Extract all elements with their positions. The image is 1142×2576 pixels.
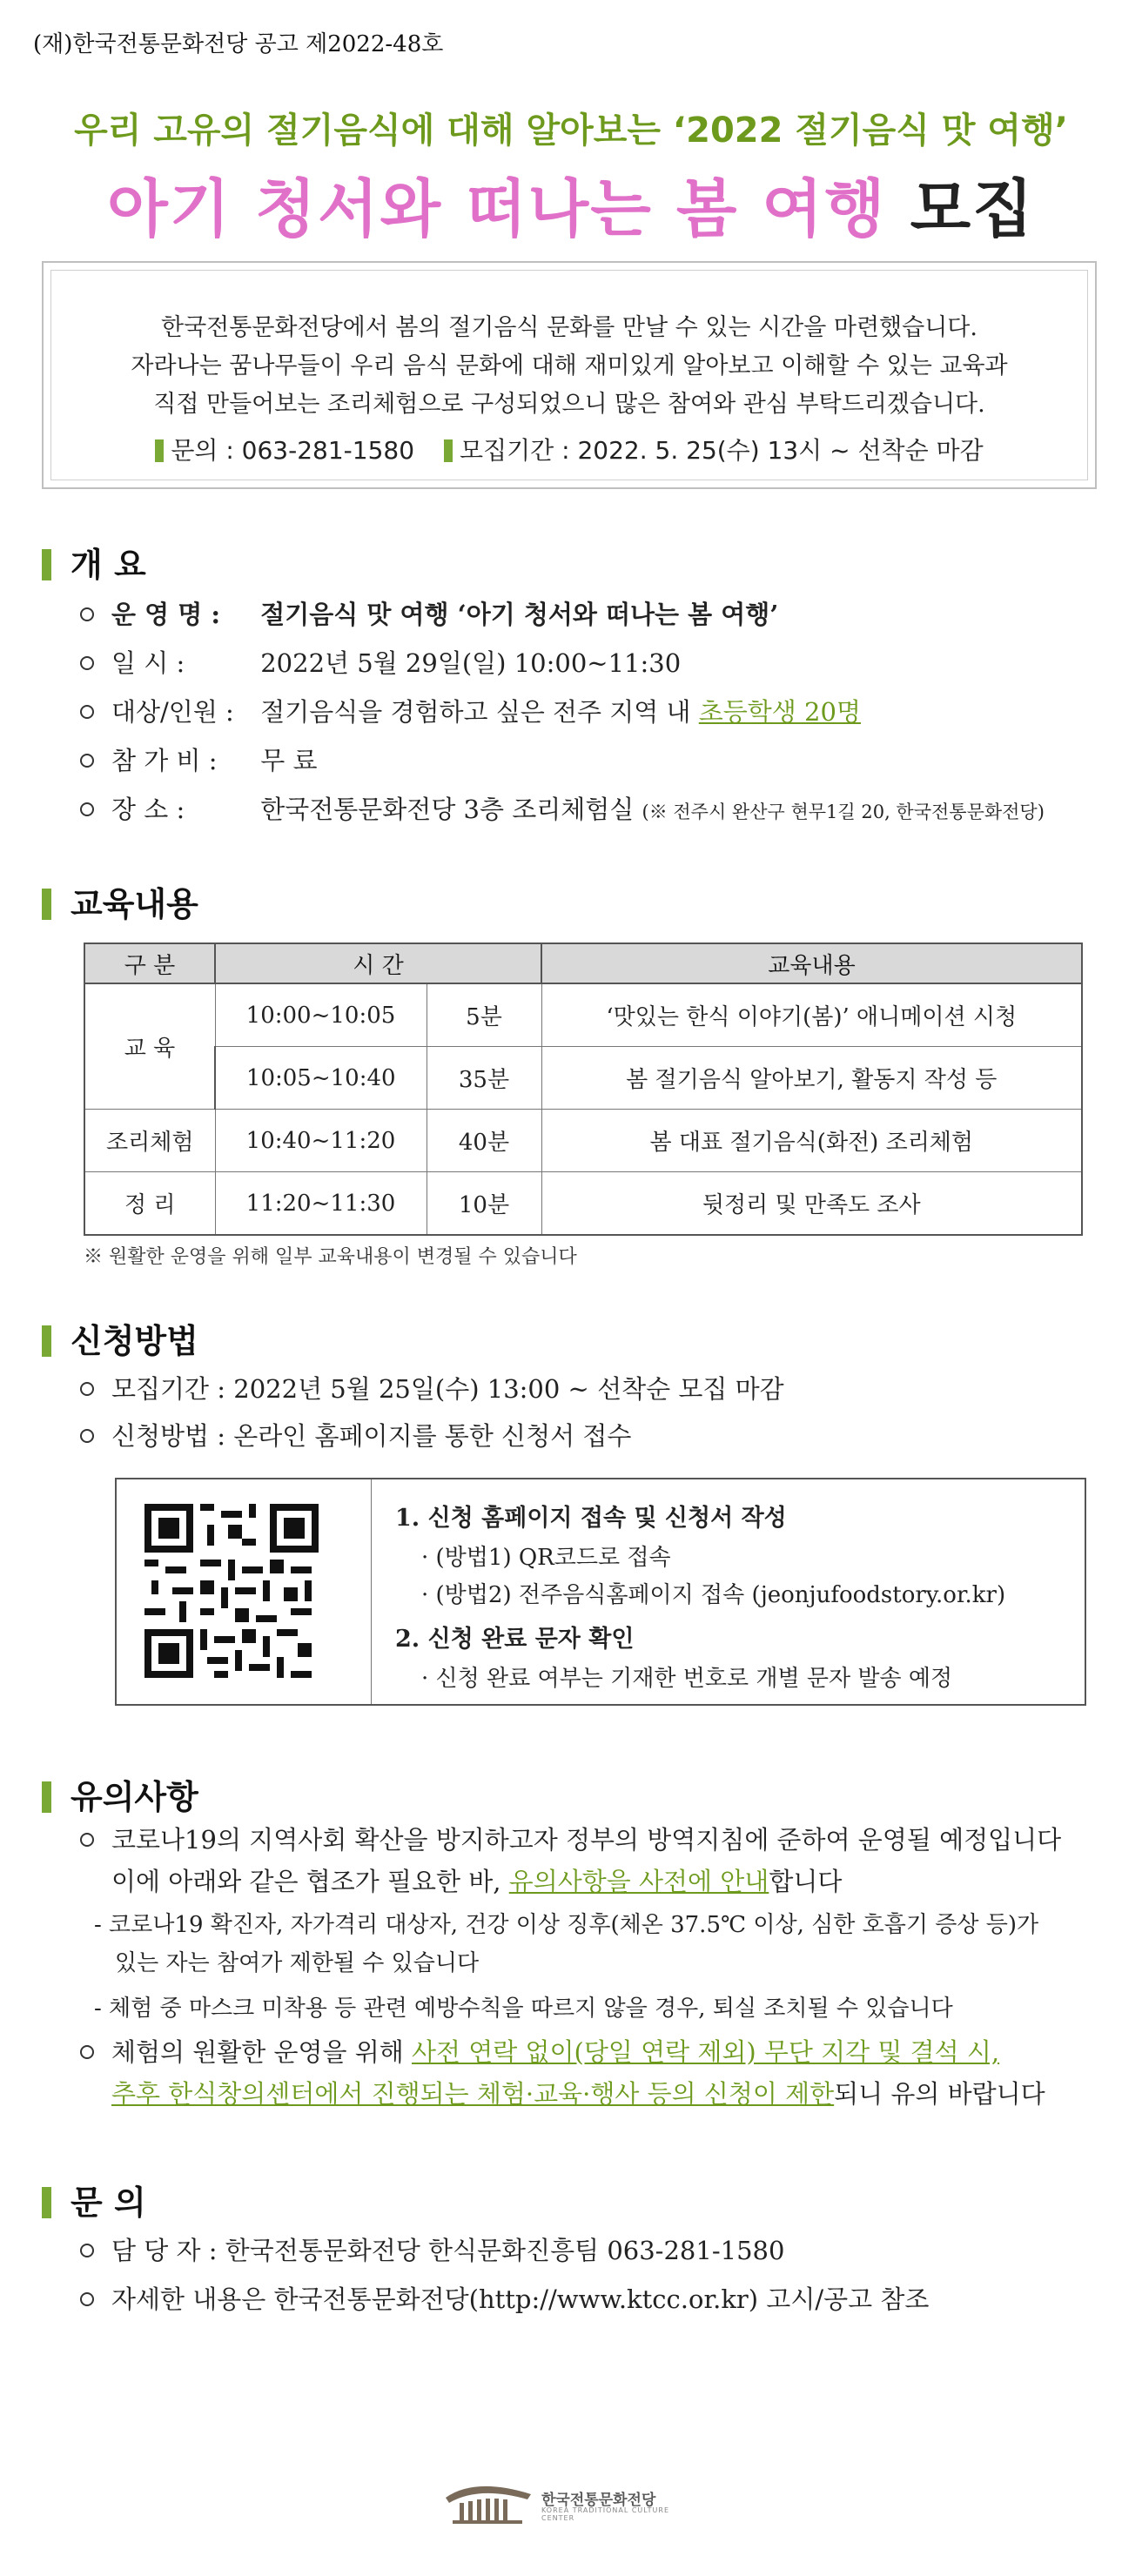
section-bar-icon	[42, 549, 51, 580]
caution-text: 합니다	[769, 1867, 843, 1896]
caution-text: 이에 아래와 같은 협조가 필요한 바,	[111, 1867, 509, 1896]
item-value: 절기음식 맛 여행 ‘아기 청서와 떠나는 봄 여행’	[260, 600, 779, 629]
section-title-text: 유의사항	[71, 1778, 198, 1816]
caution-dash-item	[94, 1906, 1112, 1982]
circle-bullet-icon	[80, 1833, 94, 1847]
section-title-text: 신청방법	[71, 1322, 198, 1360]
caution-paragraph	[80, 1819, 1107, 1902]
section-title-education	[42, 877, 198, 925]
overview-item	[80, 595, 778, 631]
item-label: 참 가 비 :	[111, 746, 218, 775]
circle-bullet-icon	[80, 2292, 94, 2306]
circle-bullet-icon	[80, 1382, 94, 1396]
ktcc-logo-icon	[440, 2472, 536, 2527]
circle-bullet-icon	[80, 1429, 94, 1443]
table-cell-duration: 10분	[427, 1172, 541, 1236]
logo-subtext: KOREA TRADITIONAL CULTURE CENTER	[541, 2506, 669, 2522]
circle-bullet-icon	[80, 754, 94, 768]
application-item	[80, 1417, 631, 1452]
item-label: 일 시 :	[111, 648, 185, 678]
table-cell-duration: 35분	[427, 1047, 541, 1110]
green-bullet-icon	[155, 439, 164, 462]
footer-logo	[440, 2472, 702, 2527]
section-title-text: 교육내용	[71, 885, 198, 923]
table-row	[84, 1047, 1082, 1110]
caution-text: 체험의 원활한 운영을 위해	[111, 2037, 413, 2067]
table-cell-category: 정 리	[84, 1172, 215, 1236]
section-title-inquiry	[42, 2176, 146, 2224]
recruit-period: 모집기간 : 2022. 5. 25(수) 13시 ~ 선착순 마감	[460, 436, 984, 465]
table-cell-category: 조리체험	[84, 1110, 215, 1172]
step-item: · (방법2) 전주음식홈페이지 접속 (jeonjufoodstory.or.kr)	[421, 1582, 1006, 1608]
caution-highlight: 유의사항을 사전에 안내	[508, 1867, 769, 1896]
overview-item	[80, 790, 1045, 826]
circle-bullet-icon	[80, 705, 94, 719]
overview-item	[80, 644, 681, 680]
item-value: 무 료	[260, 746, 318, 775]
step-title: 1. 신청 홈페이지 접속 및 신청서 작성	[395, 1505, 787, 1532]
contact-phone: 문의 : 063-281-1580	[171, 436, 415, 465]
item-text: 담 당 자 : 한국전통문화전당 한식문화진흥팀 063-281-1580	[111, 2236, 785, 2265]
caution-text: 되니 유의 바랍니다	[834, 2079, 1045, 2109]
overview-item	[80, 693, 861, 728]
caution-dash-item: - 체험 중 마스크 미착용 등 관련 예방수칙을 따르지 않을 경우, 퇴실 조치될 수 있습니다	[94, 1996, 953, 2022]
table-cell-time: 10:05~10:40	[215, 1047, 427, 1110]
table-cell-content: 뒷정리 및 만족도 조사	[541, 1172, 1082, 1236]
item-text: 신청방법 : 온라인 홈페이지를 통한 신청서 접수	[111, 1421, 632, 1451]
circle-bullet-icon	[80, 2045, 94, 2059]
intro-line: 직접 만들어보는 조리체험으로 구성되었으니 많은 참여와 관심 부탁드리겠습니다.	[153, 391, 985, 418]
circle-bullet-icon	[80, 802, 94, 816]
item-text: 모집기간 : 2022년 5월 25일(수) 13:00 ~ 선착순 모집 마감	[111, 1374, 784, 1404]
section-bar-icon	[42, 1325, 51, 1357]
headline-title-colored: 아기 청서와 떠나는 봄 여행	[107, 172, 887, 245]
caution-text: 코로나19의 지역사회 확산을 방지하고자 정부의 방역지침에 준하여 운영될 예정입니다	[111, 1825, 1062, 1855]
table-cell-time: 10:40~11:20	[215, 1110, 427, 1172]
caution-highlight: 사전 연락 없이(당일 연락 제외) 무단 지각 및 결석 시,	[412, 2037, 1000, 2067]
table-note: ※ 원활한 운영을 위해 일부 교육내용이 변경될 수 있습니다	[84, 1246, 577, 1268]
item-value: 2022년 5월 29일(일) 10:00~11:30	[260, 648, 682, 678]
table-header: 구 분	[84, 943, 215, 983]
caution-text: 있는 자는 참여가 제한될 수 있습니다	[115, 1950, 480, 1976]
caution-highlight: 추후 한식창의센터에서 진행되는 체험·교육·행사 등의 신청이 제한	[111, 2079, 835, 2109]
section-title-cautions	[42, 1770, 198, 1818]
table-header: 교육내용	[541, 943, 1082, 983]
target-highlight: 초등학생 20명	[698, 697, 861, 727]
headline-subtitle: 우리 고유의 절기음식에 대해 알아보는 ‘2022 절기음식 맛 여행’	[74, 111, 1068, 151]
qr-cell	[117, 1479, 372, 1704]
circle-bullet-icon	[80, 607, 94, 621]
section-title-text: 개 요	[71, 546, 146, 584]
intro-contact-row	[44, 432, 1095, 466]
table-cell-duration: 5분	[427, 983, 541, 1047]
item-text: 자세한 내용은 한국전통문화전당(http://www.ktcc.or.kr) 고시/공고 참조	[111, 2284, 930, 2314]
education-table	[84, 943, 1083, 1236]
table-cell-content: 봄 절기음식 알아보기, 활동지 작성 등	[541, 1047, 1082, 1110]
section-title-text: 문 의	[71, 2184, 146, 2222]
table-row	[84, 1110, 1082, 1172]
intro-line: 자라나는 꿈나무들이 우리 음식 문화에 대해 재미있게 알아보고 이해할 수 있는 교육과	[131, 352, 1008, 379]
step-item: · (방법1) QR코드로 접속	[421, 1545, 671, 1571]
green-bullet-icon	[444, 439, 453, 462]
item-value: 한국전통문화전당 3층 조리체험실	[260, 795, 642, 824]
application-steps	[395, 1499, 1005, 1698]
inquiry-item	[80, 2231, 784, 2267]
table-cell-duration: 40분	[427, 1110, 541, 1172]
section-bar-icon	[42, 889, 51, 920]
intro-line: 한국전통문화전당에서 봄의 절기음식 문화를 만날 수 있는 시간을 마련했습니다.	[161, 314, 977, 341]
qr-code-icon[interactable]	[144, 1504, 319, 1678]
item-label: 장 소 :	[111, 795, 185, 824]
notice-number: (재)한국전통문화전당 공고 제2022-48호	[33, 31, 444, 57]
circle-bullet-icon	[80, 2244, 94, 2257]
table-row	[84, 1172, 1082, 1236]
headline-title-dark: 모집	[910, 172, 1035, 245]
table-cell-time: 11:20~11:30	[215, 1172, 427, 1236]
circle-bullet-icon	[80, 656, 94, 670]
intro-box	[42, 261, 1097, 489]
table-cell-time: 10:00~10:05	[215, 983, 427, 1047]
section-bar-icon	[42, 1781, 51, 1813]
inquiry-item	[80, 2280, 929, 2316]
step-item: · 신청 완료 여부는 기재한 번호로 개별 문자 발송 예정	[421, 1666, 953, 1692]
headline-title	[0, 158, 1142, 249]
step-title: 2. 신청 완료 문자 확인	[395, 1626, 635, 1653]
table-header: 시 간	[215, 943, 541, 983]
item-value: 절기음식을 경험하고 싶은 전주 지역 내	[260, 697, 699, 727]
table-header-row	[84, 943, 1082, 983]
table-cell-content: ‘맛있는 한식 이야기(봄)’ 애니메이션 시청	[541, 983, 1082, 1047]
section-title-overview	[42, 538, 146, 586]
caution-text: - 코로나19 확진자, 자가격리 대상자, 건강 이상 징후(체온 37.5℃ 이상, 심한 호흡기 증상 등)가	[94, 1912, 1039, 1938]
caution-paragraph	[80, 2031, 1107, 2115]
address-note: (※ 전주시 완산구 현무1길 20, 한국전통문화전당)	[642, 802, 1045, 822]
application-item	[80, 1370, 784, 1405]
table-cell-content: 봄 대표 절기음식(화전) 조리체험	[541, 1110, 1082, 1172]
logo-text: 한국전통문화전당	[541, 2492, 656, 2509]
item-label: 운 영 명 :	[111, 600, 221, 629]
table-cell-category: 교 육	[84, 983, 215, 1110]
table-row	[84, 983, 1082, 1047]
section-bar-icon	[42, 2187, 51, 2218]
overview-item	[80, 741, 317, 777]
application-steps-box	[115, 1478, 1086, 1706]
section-title-application	[42, 1314, 198, 1362]
item-label: 대상/인원 :	[111, 697, 234, 727]
